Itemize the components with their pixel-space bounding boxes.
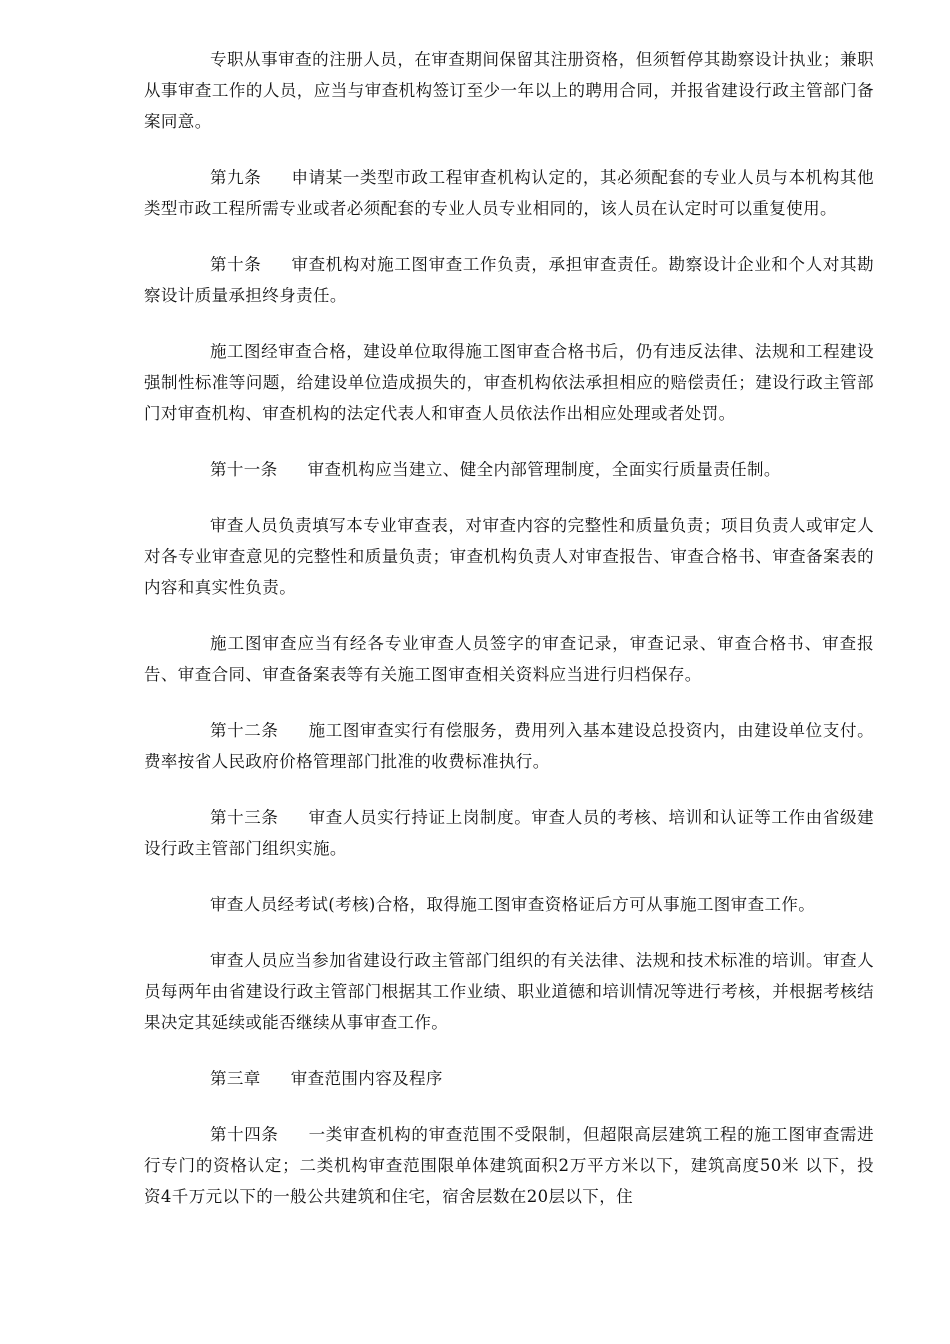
paragraph-text: 一类审查机构的审查范围不受限制，但超限高层建筑工程的施工图审查需进行专门的资格认定；二类机构审查范围限单体建筑面积2万平方米以下，建筑高度50米 以下，投资4千万元以下的一般公共建筑和住宅，宿舍层数在20层以下，住 bbox=[144, 1125, 875, 1206]
paragraph-text: 审查人员经考试(考核)合格，取得施工图审查资格证后方可从事施工图审查工作。 bbox=[210, 895, 816, 914]
paragraph-text: 审查人员负责填写本专业审查表，对审查内容的完整性和质量负责；项目负责人或审定人对各专业审查意见的完整性和质量负责；审查机构负责人对审查报告、审查合格书、审查备案表的内容和真实性负责。 bbox=[144, 516, 874, 597]
paragraph-text: 施工图审查应当有经各专业审查人员签字的审查记录，审查记录、审查合格书、审查报告、审查合同、审查备案表等有关施工图审查相关资料应当进行归档保存。 bbox=[144, 634, 874, 684]
paragraph-text: 审查机构应当建立、健全内部管理制度，全面实行质量责任制。 bbox=[307, 460, 781, 479]
article-number: 第十三条 bbox=[210, 808, 279, 827]
document-page bbox=[144, 44, 874, 1237]
paragraph-text: 施工图审查实行有偿服务，费用列入基本建设总投资内，由建设单位支付。费率按省人民政府价格管理部门批准的收费标准执行。 bbox=[144, 721, 875, 771]
paragraph-text: 审查机构对施工图审查工作负责，承担审查责任。勘察设计企业和个人对其勘察设计质量承担终身责任。 bbox=[144, 255, 875, 305]
chapter-number: 第三章 bbox=[210, 1069, 261, 1088]
paragraph bbox=[144, 628, 874, 690]
chapter-heading bbox=[144, 1063, 874, 1094]
paragraph bbox=[144, 454, 874, 485]
paragraph bbox=[144, 249, 874, 311]
paragraph bbox=[144, 510, 874, 603]
paragraph-text: 专职从事审查的注册人员，在审查期间保留其注册资格，但须暂停其勘察设计执业；兼职从事审查工作的人员，应当与审查机构签订至少一年以上的聘用合同，并报省建设行政主管部门备案同意。 bbox=[144, 50, 874, 131]
article-number: 第十条 bbox=[210, 255, 262, 274]
paragraph bbox=[144, 715, 874, 777]
paragraph bbox=[144, 336, 874, 429]
article-number: 第十四条 bbox=[210, 1125, 279, 1144]
paragraph bbox=[144, 162, 874, 224]
paragraph-text: 施工图经审查合格，建设单位取得施工图审查合格书后，仍有违反法律、法规和工程建设强制性标准等问题，给建设单位造成损失的，审查机构依法承担相应的赔偿责任；建设行政主管部门对审查机构、审查机构的法定代表人和审查人员依法作出相应处理或者处罚。 bbox=[144, 342, 874, 423]
paragraph-text: 审查人员应当参加省建设行政主管部门组织的有关法律、法规和技术标准的培训。审查人员每两年由省建设行政主管部门根据其工作业绩、职业道德和培训情况等进行考核，并根据考核结果决定其延续或能否继续从事审查工作。 bbox=[144, 951, 874, 1032]
paragraph bbox=[144, 802, 874, 864]
paragraph bbox=[144, 889, 874, 920]
paragraph bbox=[144, 44, 874, 137]
paragraph-text: 申请某一类型市政工程审查机构认定的，其必须配套的专业人员与本机构其他类型市政工程所需专业或者必须配套的专业人员专业相同的，该人员在认定时可以重复使用。 bbox=[144, 168, 875, 218]
chapter-title: 审查范围内容及程序 bbox=[290, 1069, 443, 1088]
paragraph-text: 审查人员实行持证上岗制度。审查人员的考核、培训和认证等工作由省级建设行政主管部门组织实施。 bbox=[144, 808, 875, 858]
article-number: 第九条 bbox=[210, 168, 262, 187]
paragraph bbox=[144, 1119, 874, 1212]
article-number: 第十一条 bbox=[210, 460, 278, 479]
paragraph bbox=[144, 945, 874, 1038]
article-number: 第十二条 bbox=[210, 721, 279, 740]
